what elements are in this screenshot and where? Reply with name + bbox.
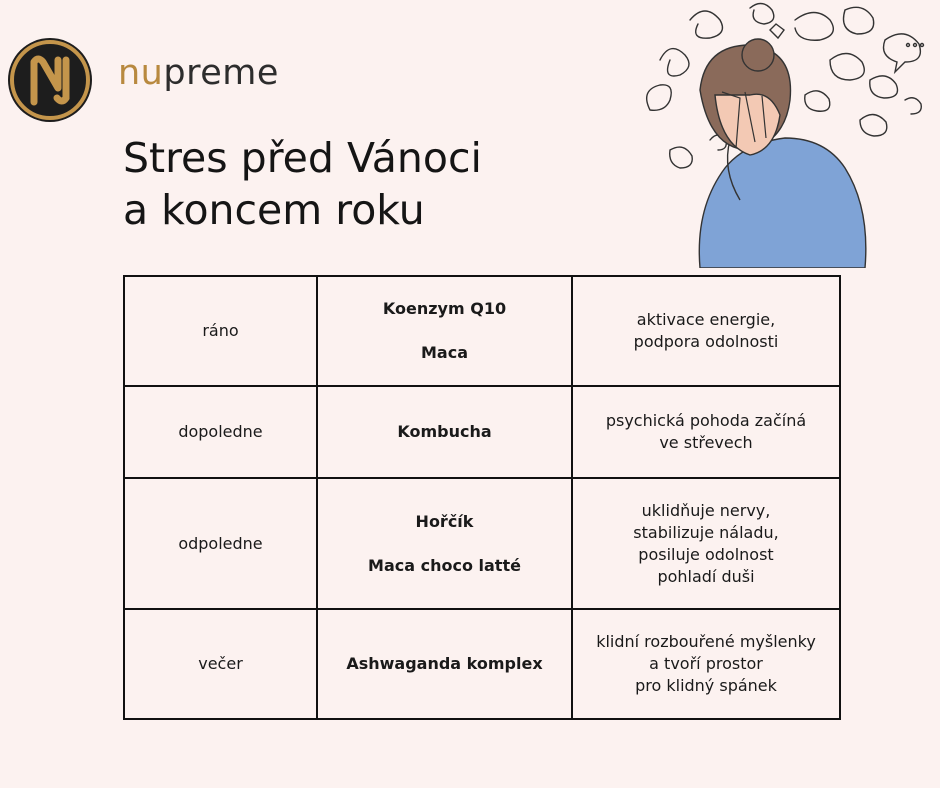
product-cell [317, 609, 572, 719]
description-cell: aktivace energie, podpora odolnosti [572, 276, 840, 386]
product-cell [317, 276, 572, 386]
brand-name-part2: preme [163, 53, 279, 93]
time-cell: dopoledne [124, 386, 317, 478]
table-row [124, 276, 840, 386]
time-cell: odpoledne [124, 478, 317, 609]
table-row [124, 478, 840, 609]
brand-name-part1: nu [118, 53, 164, 93]
product-name: Kombucha [397, 422, 492, 441]
title-line-1: Stres před Vánoci [123, 134, 482, 182]
time-cell: večer [124, 609, 317, 719]
description-cell: klidní rozbouřené myšlenky a tvoří prostor pro klidný spánek [572, 609, 840, 719]
table-row [124, 609, 840, 719]
product-name: Maca [421, 343, 468, 362]
supplement-schedule-table [123, 275, 841, 720]
table-row [124, 386, 840, 478]
page-title [123, 132, 482, 236]
title-line-2: a koncem roku [123, 186, 425, 234]
time-cell: ráno [124, 276, 317, 386]
description-cell: uklidňuje nervy, stabilizuje náladu, posiluje odolnost pohladí duši [572, 478, 840, 609]
product-name: Koenzym Q10 [382, 299, 507, 318]
nupreme-logo-icon [6, 36, 94, 124]
stressed-woman-illustration-icon [630, 0, 940, 268]
brand-name [118, 53, 279, 93]
product-name: Ashwaganda komplex [346, 654, 543, 673]
product-name: Maca choco latté [368, 555, 521, 575]
description-cell: psychická pohoda začíná ve střevech [572, 386, 840, 478]
product-cell [317, 478, 572, 609]
product-name: Hořčík [415, 511, 474, 531]
product-cell [317, 386, 572, 478]
